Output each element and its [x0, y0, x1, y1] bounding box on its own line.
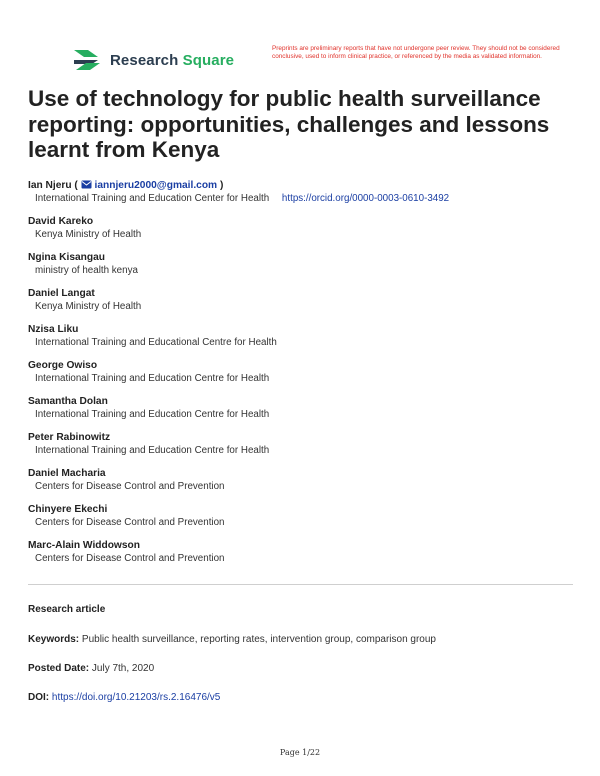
author-affiliation: International Training and Education Center for Health https://orcid.org/0000-0003-0610-3492 — [35, 193, 450, 204]
envelope-icon — [81, 180, 92, 189]
research-square-logo[interactable] — [72, 48, 234, 72]
posted-date-line: Posted Date: July 7th, 2020 — [28, 663, 155, 674]
author-entry — [28, 467, 588, 503]
author-entry — [28, 215, 588, 251]
author-entry — [28, 251, 588, 287]
author-name: Daniel Macharia — [28, 468, 106, 479]
author-entry — [28, 431, 588, 467]
author-list — [28, 179, 588, 575]
article-type: Research article — [28, 604, 106, 615]
doi-link[interactable]: https://doi.org/10.21203/rs.2.16476/v5 — [51, 692, 221, 703]
research-square-logo-icon — [72, 48, 102, 72]
author-name: Daniel Langat — [28, 288, 95, 299]
preprint-notice: Preprints are preliminary reports that have not undergone peer review. They should not be considered conclusive, used to inform clinical practice, or referenced by the media as validated information. — [272, 45, 560, 60]
author-name: Chinyere Ekechi — [28, 504, 108, 515]
author-name: Nzisa Liku — [28, 324, 79, 335]
keywords-value: Public health surveillance, reporting rates, intervention group, comparison group — [81, 634, 436, 645]
keywords-line: Keywords: Public health surveillance, reporting rates, intervention group, comparison group — [28, 634, 436, 645]
author-entry — [28, 503, 588, 539]
author-name: David Kareko — [28, 216, 94, 227]
orcid-link[interactable]: https://orcid.org/0000-0003-0610-3492 — [281, 193, 450, 204]
author-name: George Owiso — [28, 360, 98, 371]
paper-title: Use of technology for public health surveillance reporting: opportunities, challenges and lessons learnt from Kenya — [28, 86, 550, 162]
author-affiliation: International Training and Education Centre for Health — [35, 445, 270, 456]
author-name: Samantha Dolan — [28, 396, 108, 407]
author-affiliation: Centers for Disease Control and Prevention — [35, 481, 225, 492]
page-header — [0, 0, 600, 80]
author-affiliation: International Training and Education Centre for Health — [35, 373, 270, 384]
author-affiliation: Kenya Ministry of Health — [35, 229, 142, 240]
author-email-link[interactable]: iannjeru2000@gmail.com — [81, 180, 220, 191]
author-entry — [28, 323, 588, 359]
author-affiliation: International Training and Education Centre for Health — [35, 409, 270, 420]
author-affiliation: Kenya Ministry of Health — [35, 301, 142, 312]
author-entry — [28, 395, 588, 431]
page-number: Page 1/22 — [279, 748, 321, 757]
author-entry — [28, 359, 588, 395]
author-entry — [28, 287, 588, 323]
doi-line: DOI: https://doi.org/10.21203/rs.2.16476/v5 — [28, 692, 221, 703]
author-entry — [28, 179, 588, 215]
logo-text: Research Square — [110, 51, 235, 69]
author-name: Peter Rabinowitz — [28, 432, 111, 443]
author-name: Ngina Kisangau — [28, 252, 105, 263]
author-name: Marc-Alain Widdowson — [28, 540, 140, 551]
section-divider — [28, 584, 573, 585]
author-affiliation: Centers for Disease Control and Prevention — [35, 553, 225, 564]
author-entry — [28, 539, 588, 575]
author-affiliation: ministry of health kenya — [35, 265, 138, 276]
author-name: Ian Njeru ( iannjeru2000@gmail.com ) — [28, 180, 224, 191]
posted-date-value: July 7th, 2020 — [91, 663, 155, 674]
author-affiliation: Centers for Disease Control and Prevention — [35, 517, 225, 528]
author-affiliation: International Training and Educational Centre for Health — [35, 337, 277, 348]
